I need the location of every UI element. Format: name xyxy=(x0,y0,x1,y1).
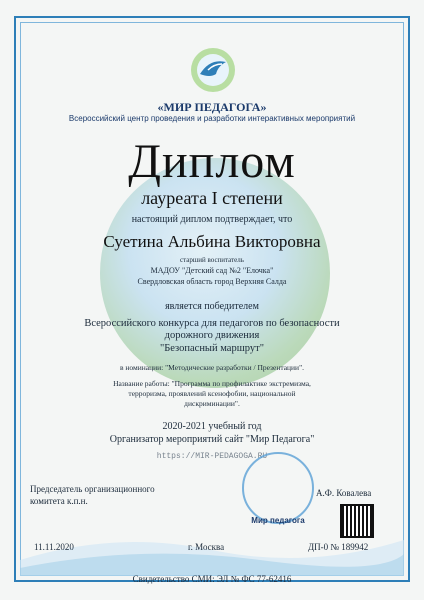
diploma-title: Диплом xyxy=(128,135,296,188)
work-title-line: терроризма, проявлений ксенофобии, национальной xyxy=(128,389,296,398)
contest-line: "Безопасный маршрут" xyxy=(159,343,265,354)
site-url: https://MIR-PEDAGOGA.RU xyxy=(156,452,268,461)
chair-title-line: комитета к.п.н. xyxy=(30,496,88,506)
nomination-text: в номинации: "Методические разработки / Презентации". xyxy=(119,363,305,372)
stamp-seal xyxy=(242,452,314,524)
work-title-line: Название работы: "Программа по профилактике экстремизма, xyxy=(113,379,311,388)
work-title-line: дискриминации". xyxy=(184,399,240,408)
diploma-subtitle: лауреата I степени xyxy=(141,188,283,208)
recipient-name: Суетина Альбина Викторовна xyxy=(103,232,321,251)
confirm-text: настоящий диплом подтверждает, что xyxy=(131,214,293,225)
stamp-label: Мир педагога xyxy=(251,516,305,525)
organizer-text: Организатор мероприятий сайт "Мир Педагога" xyxy=(109,434,315,445)
org-name: «МИР ПЕДАГОГА» xyxy=(157,100,267,114)
recipient-institution: МАДОУ "Детский сад №2 "Елочка" xyxy=(150,266,274,275)
issue-date: 11.11.2020 xyxy=(34,542,74,552)
recipient-position: старший воспитатель xyxy=(180,256,244,264)
org-subtitle: Всероссийский центр проведения и разработки интерактивных мероприятий xyxy=(68,114,356,123)
recipient-region: Свердловская область город Верхняя Салда xyxy=(137,277,287,286)
chair-title-line: Председатель организационного xyxy=(30,484,155,494)
diploma-number: ДП-0 № 189942 xyxy=(308,542,369,552)
school-year: 2020-2021 учебный год xyxy=(162,421,262,432)
issue-city: г. Москва xyxy=(188,542,225,552)
contest-line: Всероссийского конкурса для педагогов по безопасности xyxy=(84,318,340,329)
dove-logo-icon xyxy=(188,44,238,96)
contest-line: дорожного движения xyxy=(164,330,260,341)
winner-text: является победителем xyxy=(165,301,259,312)
media-certificate: Свидетельство СМИ: ЭЛ № ФС 77-62416 xyxy=(132,574,292,584)
signer-name: А.Ф. Ковалева xyxy=(316,488,372,498)
